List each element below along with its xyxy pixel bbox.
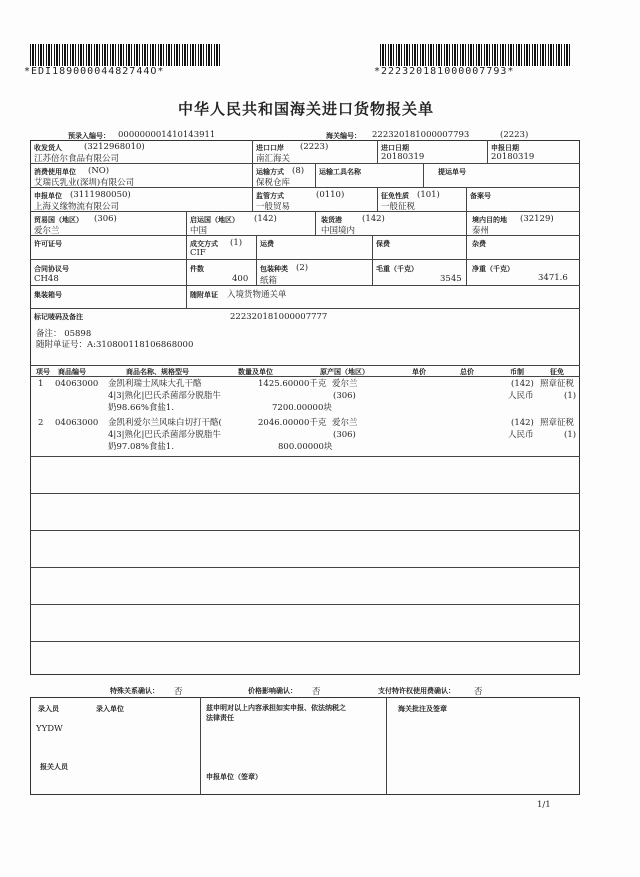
rule <box>466 259 467 285</box>
goods-name-line: 奶98.66%食盐1. <box>108 403 175 413</box>
rule <box>256 259 257 285</box>
levy-value: 一般征税 <box>381 202 416 212</box>
goods-header-qty: 数量及单位 <box>238 368 273 376</box>
goods-name-line: 金凯利瑞士风味大孔干酪 <box>108 379 202 389</box>
levy-code: (101) <box>417 190 440 200</box>
rule <box>30 604 580 605</box>
freight-label: 运费 <box>260 240 274 248</box>
license-label: 许可证号 <box>34 240 62 248</box>
rule <box>186 235 187 259</box>
special-relation-value: 否 <box>174 687 183 697</box>
goods-country-code: (306) <box>333 430 356 440</box>
consignee-code: (3212968010) <box>84 142 145 152</box>
insurance-label: 保费 <box>376 240 390 248</box>
goods-code: 04063000 <box>55 379 99 389</box>
entry-person-label: 录入员 <box>38 705 59 713</box>
page-number: 1/1 <box>537 800 551 810</box>
destination-value: 泰州 <box>472 226 490 236</box>
statement-line: 法律责任 <box>206 714 234 722</box>
entry-person-value: YYDW <box>36 724 63 734</box>
gross-value: 3545 <box>440 274 462 284</box>
trade-country-value: 爱尔兰 <box>34 226 60 236</box>
misc-label: 杂费 <box>472 240 486 248</box>
price-effect-label: 价格影响确认： <box>248 687 297 695</box>
rule <box>372 235 373 259</box>
rule <box>30 376 580 377</box>
rule <box>30 493 580 494</box>
rule <box>377 140 378 163</box>
rule <box>315 163 316 187</box>
royalty-value: 否 <box>474 687 483 697</box>
goods-currency: 人民币 <box>508 430 534 440</box>
rule <box>200 697 201 795</box>
transport-mode-code: (8) <box>292 166 305 176</box>
rule <box>386 697 387 795</box>
declare-unit-sign-label: 申报单位（签章） <box>206 773 262 781</box>
package-value: 纸箱 <box>260 276 278 286</box>
goods-name-line: 金凯利爱尔兰风味白切打干酪( <box>108 418 222 428</box>
price-effect-value: 否 <box>312 687 321 697</box>
marks-doc-no: 222320181000007777 <box>230 312 328 322</box>
goods-no: 2 <box>38 418 44 428</box>
goods-qty-count: 800.00000块 <box>278 442 333 452</box>
consignee-value: 江苏倍尔食品有限公司 <box>34 154 120 164</box>
rule <box>30 567 580 568</box>
transport-tool-label: 运输工具名称 <box>319 168 361 176</box>
pre-entry-label: 预录入编号： <box>68 132 110 140</box>
consumer-code: (NO) <box>88 166 110 176</box>
rule <box>315 211 316 235</box>
rule <box>30 285 580 286</box>
page-title: 中华人民共和国海关进口货物报关单 <box>178 100 435 118</box>
supervision-value: 一般贸易 <box>256 202 291 212</box>
pre-entry-value: 000000001410143911 <box>118 130 216 140</box>
package-label: 包装种类 <box>260 265 288 273</box>
import-date-label: 进口日期 <box>381 144 409 152</box>
entry-unit-label: 录入单位 <box>96 705 124 713</box>
transport-mode-value: 保税仓库 <box>256 178 291 188</box>
supervision-label: 监管方式 <box>256 192 284 200</box>
rule <box>30 235 580 236</box>
rule <box>466 211 467 235</box>
goods-levy: 照章征税 <box>540 379 575 389</box>
rule <box>186 285 187 308</box>
deal-mode-value: CIF <box>190 248 206 258</box>
loading-port-value: 中国境内 <box>321 226 356 236</box>
goods-country: 爱尔兰 <box>332 418 358 428</box>
rule <box>252 187 253 211</box>
marks-attach-no: 随附单证号：A:310800118106868000 <box>36 340 194 350</box>
customs-no-code: (2223) <box>500 130 529 140</box>
barcode-left-text: *EDI18900004482744O* <box>24 66 165 77</box>
royalty-label: 支付特许权使用费确认： <box>378 687 455 695</box>
deal-mode-code: (1) <box>230 238 243 248</box>
goods-name-line: 4|3|熟化|巴氏杀菌部分脱脂牛 <box>108 430 221 440</box>
goods-header-unit-price: 单价 <box>412 368 426 376</box>
goods-no: 1 <box>38 379 44 389</box>
rule <box>30 456 580 457</box>
package-code: (2) <box>296 263 309 273</box>
goods-currency-code: (142) <box>511 379 534 389</box>
net-value: 3471.6 <box>538 273 568 283</box>
consumer-label: 消费使用单位 <box>34 168 76 176</box>
deal-mode-label: 成交方式 <box>190 240 218 248</box>
statement-line: 兹申明对以上内容承担如实申报、依法纳税之 <box>206 704 346 712</box>
goods-qty-count: 7200.00000块 <box>272 403 332 413</box>
consignee-label: 收发货人 <box>34 144 62 152</box>
goods-header-no: 项号 <box>36 368 50 376</box>
special-relation-label: 特殊关系确认： <box>110 687 159 695</box>
declare-date-label: 申报日期 <box>491 144 519 152</box>
import-date-value: 20180319 <box>381 152 425 162</box>
rule <box>377 187 378 211</box>
pieces-value: 400 <box>232 274 249 284</box>
goods-header-name: 商品名称、规格型号 <box>126 368 189 376</box>
goods-header-origin: 原产国（地区） <box>320 368 369 376</box>
rule <box>466 187 467 211</box>
barcode-right-text: *222320181000007793* <box>374 66 515 77</box>
rule <box>252 163 253 187</box>
attached-label: 随附单证 <box>190 291 218 299</box>
goods-currency-code: (142) <box>511 418 534 428</box>
goods-country-code: (306) <box>333 391 356 401</box>
rule <box>30 641 580 642</box>
record-no-label: 备案号 <box>470 192 491 200</box>
goods-header-levy: 征免 <box>550 368 564 376</box>
rule <box>256 235 257 259</box>
goods-header-total: 总价 <box>460 368 474 376</box>
origin-country-label: 启运国（地区） <box>190 216 239 224</box>
bill-no-label: 提运单号 <box>438 168 466 176</box>
rule <box>423 163 424 187</box>
trade-country-code: (306) <box>94 214 117 224</box>
goods-qty-weight: 1425.60000千克 <box>258 379 327 389</box>
declarant-code: (3111980050) <box>70 190 131 200</box>
rule <box>30 259 580 260</box>
origin-country-code: (142) <box>254 214 277 224</box>
entry-port-value: 南汇海关 <box>256 154 291 164</box>
barcode-right <box>380 44 570 66</box>
rule <box>30 308 580 309</box>
levy-label: 征免性质 <box>381 192 409 200</box>
entry-port-label: 进口口岸 <box>256 144 284 152</box>
contract-label: 合同协议号 <box>34 265 69 273</box>
rule <box>372 259 373 285</box>
rule <box>186 259 187 285</box>
marks-remark: 备注： 05898 <box>36 329 92 339</box>
container-label: 集装箱号 <box>34 291 62 299</box>
transport-mode-label: 运输方式 <box>256 168 284 176</box>
consumer-value: 艾瑞氏乳业(深圳)有限公司 <box>34 178 135 188</box>
goods-levy-code: (1) <box>564 430 577 440</box>
goods-levy-code: (1) <box>564 391 577 401</box>
rule <box>487 140 488 163</box>
marks-label: 标记唛码及备注 <box>34 313 83 321</box>
declarant-label: 申报单位 <box>34 192 62 200</box>
contract-value: CH48 <box>34 274 59 284</box>
destination-label: 境内目的地 <box>472 216 507 224</box>
goods-levy: 照章征税 <box>540 418 575 428</box>
loading-port-code: (142) <box>362 214 385 224</box>
trade-country-label: 贸易国（地区） <box>34 216 83 224</box>
attached-value: 入境货物通关单 <box>227 290 287 300</box>
rule <box>30 365 580 366</box>
customs-no-value: 222320181000007793 <box>372 130 470 140</box>
destination-code: (32129) <box>520 214 554 224</box>
net-label: 净重（千克） <box>472 265 514 273</box>
broker-label: 报关人员 <box>40 763 68 771</box>
rule <box>466 235 467 259</box>
goods-country: 爱尔兰 <box>332 379 358 389</box>
goods-currency: 人民币 <box>508 391 534 401</box>
rule <box>186 211 187 235</box>
barcode-left <box>30 44 220 66</box>
goods-header-currency: 币制 <box>510 368 524 376</box>
goods-qty-weight: 2046.00000千克 <box>258 418 327 428</box>
goods-name-line: 奶97.08%食盐1. <box>108 442 175 452</box>
customs-approval-label: 海关批注及签章 <box>398 705 447 713</box>
goods-code: 04063000 <box>55 418 99 428</box>
rule <box>252 140 253 163</box>
entry-port-code: (2223) <box>300 142 329 152</box>
loading-port-label: 装货港 <box>321 216 342 224</box>
goods-header-code: 商品编号 <box>58 368 86 376</box>
declare-date-value: 20180319 <box>491 152 535 162</box>
origin-country-value: 中国 <box>190 226 208 236</box>
customs-no-label: 海关编号： <box>326 132 361 140</box>
gross-label: 毛重（千克） <box>376 265 418 273</box>
rule <box>30 530 580 531</box>
supervision-code: (0110) <box>316 190 345 200</box>
pieces-label: 件数 <box>190 265 204 273</box>
declarant-value: 上海义缘物流有限公司 <box>34 202 120 212</box>
goods-name-line: 4|3|熟化|巴氏杀菌部分脱脂牛 <box>108 391 221 401</box>
